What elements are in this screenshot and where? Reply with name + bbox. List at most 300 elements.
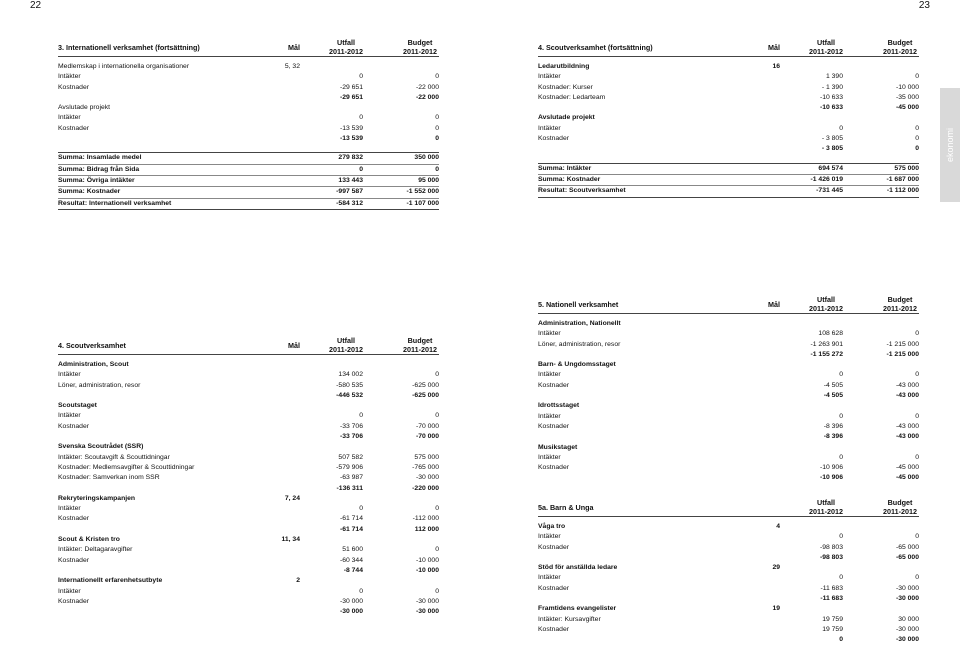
row-budget: 575 000: [414, 453, 439, 461]
row-outcome: 0: [359, 505, 363, 513]
row-outcome: 0: [359, 165, 363, 173]
row-label: Summa: Övriga intäkter: [58, 176, 135, 184]
budget-column-header: Budget 2011-2012: [883, 38, 917, 56]
row-budget: -35 000: [895, 93, 919, 101]
row-label: Intäkter: [58, 114, 81, 122]
table-row: [58, 566, 439, 576]
table-row: [58, 176, 439, 187]
row-outcome: 0: [839, 636, 843, 644]
row-label: Kostnader: [58, 597, 89, 605]
table-row: [538, 422, 919, 432]
row-budget: 0: [915, 371, 919, 379]
table-row: [538, 604, 919, 614]
row-outcome: -11 683: [820, 584, 843, 592]
row-label: Summa: Bidrag från Sida: [58, 165, 140, 173]
row-label: Kostnader: [58, 124, 89, 132]
header-rule: [538, 313, 919, 314]
row-outcome: 0: [839, 574, 843, 582]
section-scout: [58, 324, 439, 617]
row-label: Resultat: Scoutverksamhet: [538, 187, 626, 195]
table-row: [58, 545, 439, 555]
table-row: [538, 432, 919, 442]
row-budget: 0: [435, 73, 439, 81]
row-label: Rekryteringskampanjen: [58, 494, 136, 502]
row-budget: -70 000: [415, 422, 439, 430]
row-outcome: -136 311: [336, 484, 363, 492]
row-label: Intäkter: [538, 453, 561, 461]
section-scout-cont: [538, 26, 919, 198]
row-budget: -1 552 000: [406, 188, 439, 196]
row-budget: -112 000: [412, 515, 439, 523]
table-row: [538, 401, 919, 411]
row-outcome: -10 906: [819, 464, 843, 472]
row-label: Löner, administration, resor: [538, 340, 621, 348]
row-goal: 2: [296, 577, 300, 585]
row-goal: 19: [772, 605, 780, 613]
row-outcome: 0: [359, 114, 363, 122]
row-label: Medlemskap i internationella organisationer: [58, 63, 190, 70]
row-label: Kostnader: [58, 515, 89, 523]
table-row: [538, 62, 919, 72]
row-label: Intäkter: Deltagaravgifter: [58, 546, 133, 554]
goal-column-header: Mål: [288, 43, 300, 52]
row-label: Scout & Kristen tro: [58, 536, 120, 544]
table-row: [538, 103, 919, 113]
row-budget: -22 000: [415, 83, 439, 91]
table-row: [538, 615, 919, 625]
table-row: [58, 165, 439, 176]
table-row: [58, 556, 439, 566]
table-row: [538, 370, 919, 380]
table-row: [538, 553, 919, 563]
row-budget: 0: [435, 412, 439, 420]
row-outcome: -63 987: [339, 474, 363, 482]
row-goal: 5, 32: [284, 63, 300, 70]
row-goal: 29: [772, 564, 780, 572]
row-label: Administration, Nationellt: [538, 320, 621, 327]
row-outcome: 694 574: [818, 164, 843, 172]
goal-column-header: Mål: [768, 43, 780, 52]
row-budget: 95 000: [418, 176, 439, 184]
row-budget: -65 000: [895, 543, 919, 551]
section-title: 5a. Barn & Unga: [538, 503, 594, 512]
row-label: Kostnader: [58, 556, 89, 564]
table-row: [58, 587, 439, 597]
table-row: [58, 442, 439, 452]
table-row: [538, 72, 919, 82]
row-budget: -30 000: [415, 608, 439, 616]
outcome-column-header: Utfall 2011-2012: [809, 295, 843, 313]
row-outcome: 134 002: [338, 371, 363, 379]
table-row: [538, 594, 919, 604]
row-budget: 0: [435, 124, 439, 132]
page-number-left: 22: [30, 0, 42, 11]
section-title: 4. Scoutverksamhet: [58, 341, 126, 350]
row-budget: -220 000: [412, 484, 439, 492]
row-label: Kostnader: [538, 584, 569, 592]
row-budget: -1 687 000: [886, 175, 919, 183]
table-row: [58, 187, 439, 198]
row-budget: -1 215 000: [886, 340, 919, 348]
section-title: 5. Nationell verksamhet: [538, 300, 619, 309]
row-label: Idrottsstaget: [538, 402, 580, 410]
row-outcome: 0: [359, 412, 363, 420]
row-outcome: 0: [839, 371, 843, 379]
row-label: Kostnader: [538, 464, 569, 472]
row-label: Internationellt erfarenhetsutbyte: [58, 577, 163, 585]
table-row: [538, 134, 919, 144]
row-outcome: 0: [839, 533, 843, 541]
row-label: Intäkter: [58, 505, 81, 513]
section-header: [58, 26, 439, 56]
row-budget: 0: [915, 453, 919, 461]
table-row: [58, 153, 439, 164]
table-row: [58, 134, 439, 144]
table-row: [538, 113, 919, 123]
table-row: [538, 329, 919, 339]
row-budget: -43 000: [895, 433, 919, 441]
row-label: Summa: Intäkter: [538, 164, 592, 172]
row-label: Intäkter: [538, 124, 561, 132]
goal-column-header: Mål: [768, 300, 780, 309]
row-outcome: -997 587: [336, 188, 363, 196]
table-row: [58, 473, 439, 483]
table-row: [538, 563, 919, 573]
row-outcome: -8 396: [823, 433, 843, 441]
row-budget: 0: [915, 73, 919, 81]
row-label: Våga tro: [538, 523, 566, 530]
row-label: Kostnader: Samverkan inom SSR: [58, 474, 160, 482]
page-number-right: 23: [918, 0, 930, 11]
row-budget: 0: [915, 135, 919, 143]
row-budget: -30 000: [895, 595, 919, 603]
table-row: [538, 532, 919, 542]
row-budget: 0: [915, 412, 919, 420]
row-outcome: -98 803: [819, 543, 843, 551]
row-label: Kostnader: [538, 135, 569, 143]
header-rule: [58, 56, 439, 57]
row-budget: -30 000: [895, 625, 919, 633]
row-outcome: -4 505: [823, 381, 843, 389]
table-row: [58, 391, 439, 401]
row-budget: 575 000: [894, 164, 919, 172]
table-row: [58, 62, 439, 72]
row-outcome: 0: [359, 587, 363, 595]
table-row: [58, 72, 439, 82]
row-budget: -625 000: [412, 381, 439, 389]
table-row: [58, 525, 439, 535]
row-goal: 11, 34: [281, 536, 300, 544]
table-row: [538, 164, 919, 175]
table-row: [538, 360, 919, 370]
row-outcome: -10 906: [819, 474, 843, 482]
table-row: [58, 401, 439, 411]
table-row: [58, 411, 439, 421]
row-goal: 16: [772, 63, 780, 70]
row-budget: -1 112 000: [886, 187, 919, 195]
table-row: [538, 124, 919, 134]
table-row: [538, 522, 919, 532]
row-outcome: 1 390: [825, 73, 843, 81]
section-international: [58, 26, 439, 210]
row-outcome: -98 803: [819, 553, 843, 561]
table-row: [58, 576, 439, 586]
row-label: Intäkter: Scoutavgift & Scouttidningar: [58, 453, 170, 461]
row-budget: 0: [435, 114, 439, 122]
row-outcome: -580 535: [336, 381, 363, 389]
row-budget: 112 000: [414, 525, 439, 533]
table-row: [58, 514, 439, 524]
row-budget: 0: [435, 165, 439, 173]
row-goal: 4: [776, 523, 780, 530]
row-budget: 0: [435, 587, 439, 595]
row-outcome: 0: [839, 124, 843, 132]
row-label: Administration, Scout: [58, 361, 129, 368]
header-rule: [538, 56, 919, 57]
table-row: [58, 83, 439, 93]
row-label: Framtidens evangelister: [538, 605, 617, 613]
row-label: Summa: Kostnader: [538, 175, 601, 183]
row-budget: -43 000: [895, 422, 919, 430]
row-outcome: -30 000: [339, 608, 363, 616]
row-outcome: 108 628: [818, 330, 843, 338]
row-outcome: -13 539: [339, 124, 363, 132]
row-outcome: 0: [359, 73, 363, 81]
row-budget: -22 000: [415, 93, 439, 101]
row-outcome: 507 582: [338, 453, 363, 461]
row-label: Intäkter: [58, 412, 81, 420]
row-label: Avslutade projekt: [538, 114, 595, 122]
row-outcome: -1 263 901: [810, 340, 843, 348]
row-outcome: -8 396: [823, 422, 843, 430]
row-budget: -10 000: [415, 556, 439, 564]
table-row: [58, 494, 439, 504]
row-label: Kostnader: Ledarteam: [538, 93, 606, 101]
table-row: [538, 635, 919, 645]
row-label: Intäkter: [58, 587, 81, 595]
row-outcome: - 3 805: [821, 145, 843, 153]
row-outcome: -446 532: [336, 391, 363, 399]
table-row: [538, 573, 919, 583]
row-label: Intäkter: [538, 371, 561, 379]
row-outcome: -731 445: [816, 187, 843, 195]
row-outcome: - 3 805: [821, 135, 843, 143]
table-row: [58, 199, 439, 210]
row-budget: -45 000: [895, 474, 919, 482]
row-outcome: -30 000: [339, 597, 363, 605]
row-budget: -30 000: [415, 597, 439, 605]
table-row: [538, 83, 919, 93]
table-row: [58, 504, 439, 514]
table-row: [538, 443, 919, 453]
section-title: 4. Scoutverksamhet (fortsättning): [538, 43, 653, 52]
row-label: Kostnader: [538, 543, 569, 551]
row-label: Resultat: Internationell verksamhet: [58, 199, 172, 207]
row-outcome: 133 443: [338, 176, 363, 184]
outcome-column-header: Utfall 2011-2012: [809, 498, 843, 516]
row-budget: 350 000: [414, 154, 439, 162]
row-budget: -30 000: [415, 474, 439, 482]
row-outcome: -1 155 272: [810, 350, 843, 358]
row-outcome: -29 651: [339, 83, 363, 91]
table-row: [58, 103, 439, 113]
table-row: [538, 381, 919, 391]
row-budget: -10 000: [415, 566, 439, 574]
row-budget: -45 000: [895, 104, 919, 112]
row-label: Barn- & Ungdomsstaget: [538, 361, 616, 369]
row-budget: 30 000: [898, 615, 919, 623]
row-budget: 0: [435, 371, 439, 379]
outcome-column-header: Utfall 2011-2012: [329, 38, 363, 56]
table-row: [58, 432, 439, 442]
row-outcome: -13 539: [339, 135, 363, 143]
table-row: [58, 422, 439, 432]
goal-column-header: Mål: [288, 341, 300, 350]
outcome-column-header: Utfall 2011-2012: [809, 38, 843, 56]
row-outcome: -33 706: [339, 422, 363, 430]
row-outcome: -584 312: [336, 199, 363, 207]
table-row: [538, 391, 919, 401]
row-outcome: - 1 390: [821, 83, 843, 91]
section-barn-unga: [538, 486, 919, 646]
row-label: Summa: Kostnader: [58, 188, 121, 196]
table-row: [58, 463, 439, 473]
row-label: Intäkter: Kursavgifter: [538, 615, 601, 623]
row-label: Kostnader: [58, 422, 89, 430]
table-row: [538, 473, 919, 483]
row-budget: -10 000: [895, 83, 919, 91]
row-budget: 0: [435, 135, 439, 143]
row-outcome: -29 651: [339, 93, 363, 101]
table-row: [538, 144, 919, 154]
header-rule: [58, 354, 439, 355]
row-budget: -45 000: [895, 464, 919, 472]
row-budget: -43 000: [895, 381, 919, 389]
table-row: [538, 543, 919, 553]
row-budget: -70 000: [415, 433, 439, 441]
row-label: Avslutade projekt: [58, 104, 111, 112]
table-row: [538, 412, 919, 422]
row-label: Intäkter: [538, 574, 561, 582]
outcome-column-header: Utfall 2011-2012: [329, 336, 363, 354]
table-row: [58, 535, 439, 545]
row-budget: 0: [915, 145, 919, 153]
table-row: [58, 597, 439, 607]
row-outcome: -60 344: [339, 556, 363, 564]
section-header: [58, 324, 439, 354]
row-budget: 0: [915, 533, 919, 541]
row-budget: -1 107 000: [406, 199, 439, 207]
row-budget: -43 000: [895, 392, 919, 400]
row-label: Intäkter: [538, 330, 561, 338]
row-budget: -65 000: [895, 553, 919, 561]
table-row: [538, 350, 919, 360]
section-header: [538, 26, 919, 56]
row-label: Stöd för anställda ledare: [538, 564, 618, 572]
budget-column-header: Budget 2011-2012: [883, 295, 917, 313]
header-rule: [538, 516, 919, 517]
section-header: [538, 486, 919, 516]
table-row: [538, 93, 919, 103]
table-row: [538, 584, 919, 594]
row-outcome: -10 633: [819, 93, 843, 101]
row-outcome: 0: [839, 412, 843, 420]
table-row: [538, 186, 919, 197]
table-row: [538, 340, 919, 350]
table-row: [538, 625, 919, 635]
row-outcome: 0: [839, 453, 843, 461]
table-row: [538, 175, 919, 186]
row-budget: -30 000: [895, 584, 919, 592]
row-budget: -1 215 000: [886, 350, 919, 358]
table-row: [58, 360, 439, 370]
row-outcome: -579 906: [336, 463, 363, 471]
row-label: Intäkter: [538, 73, 561, 81]
row-outcome: 19 759: [822, 625, 843, 633]
row-label: Kostnader: [538, 381, 569, 389]
row-label: Kostnader: Kurser: [538, 83, 593, 91]
row-budget: 0: [915, 330, 919, 338]
row-budget: -30 000: [895, 636, 919, 644]
row-budget: 0: [435, 546, 439, 554]
row-label: Scoutstaget: [58, 402, 97, 410]
row-label: Kostnader: [538, 422, 569, 430]
row-budget: 0: [435, 505, 439, 513]
row-budget: -765 000: [412, 463, 439, 471]
row-label: Summa: Insamlade medel: [58, 154, 142, 162]
row-outcome: -4 505: [823, 392, 843, 400]
row-outcome: 51 600: [342, 546, 363, 554]
row-label: Kostnader: Medlemsavgifter & Scouttidningar: [58, 463, 195, 471]
row-label: Löner, administration, resor: [58, 381, 141, 389]
row-outcome: 279 832: [338, 154, 363, 162]
table-row: [58, 484, 439, 494]
row-budget: -625 000: [412, 391, 439, 399]
budget-column-header: Budget 2011-2012: [403, 336, 437, 354]
table-row: [538, 453, 919, 463]
row-label: Kostnader: [538, 625, 569, 633]
row-label: Ledarutbildning: [538, 63, 590, 70]
budget-column-header: Budget 2011-2012: [883, 498, 917, 516]
row-outcome: -11 683: [820, 595, 843, 603]
row-budget: 0: [915, 574, 919, 582]
row-label: Svenska Scoutrådet (SSR): [58, 443, 144, 451]
table-row: [58, 381, 439, 391]
row-label: Intäkter: [538, 533, 561, 541]
table-row: [58, 370, 439, 380]
table-row: [58, 93, 439, 103]
row-outcome: 19 759: [822, 615, 843, 623]
table-row: [58, 453, 439, 463]
table-row: [58, 124, 439, 134]
table-row: [58, 113, 439, 123]
row-label: Intäkter: [58, 371, 81, 379]
table-row: [58, 607, 439, 617]
row-budget: 0: [915, 124, 919, 132]
row-outcome: -8 744: [343, 566, 363, 574]
row-outcome: -61 714: [339, 525, 363, 533]
table-row: [538, 319, 919, 329]
row-goal: 7, 24: [284, 494, 300, 502]
side-tab[interactable]: ekonomi: [940, 88, 960, 202]
section-national: [538, 283, 919, 484]
row-outcome: -33 706: [339, 433, 363, 441]
row-label: Kostnader: [58, 83, 89, 91]
row-outcome: -10 633: [819, 104, 843, 112]
row-label: Intäkter: [538, 412, 561, 420]
row-outcome: -61 714: [339, 515, 363, 523]
table-row: [538, 463, 919, 473]
